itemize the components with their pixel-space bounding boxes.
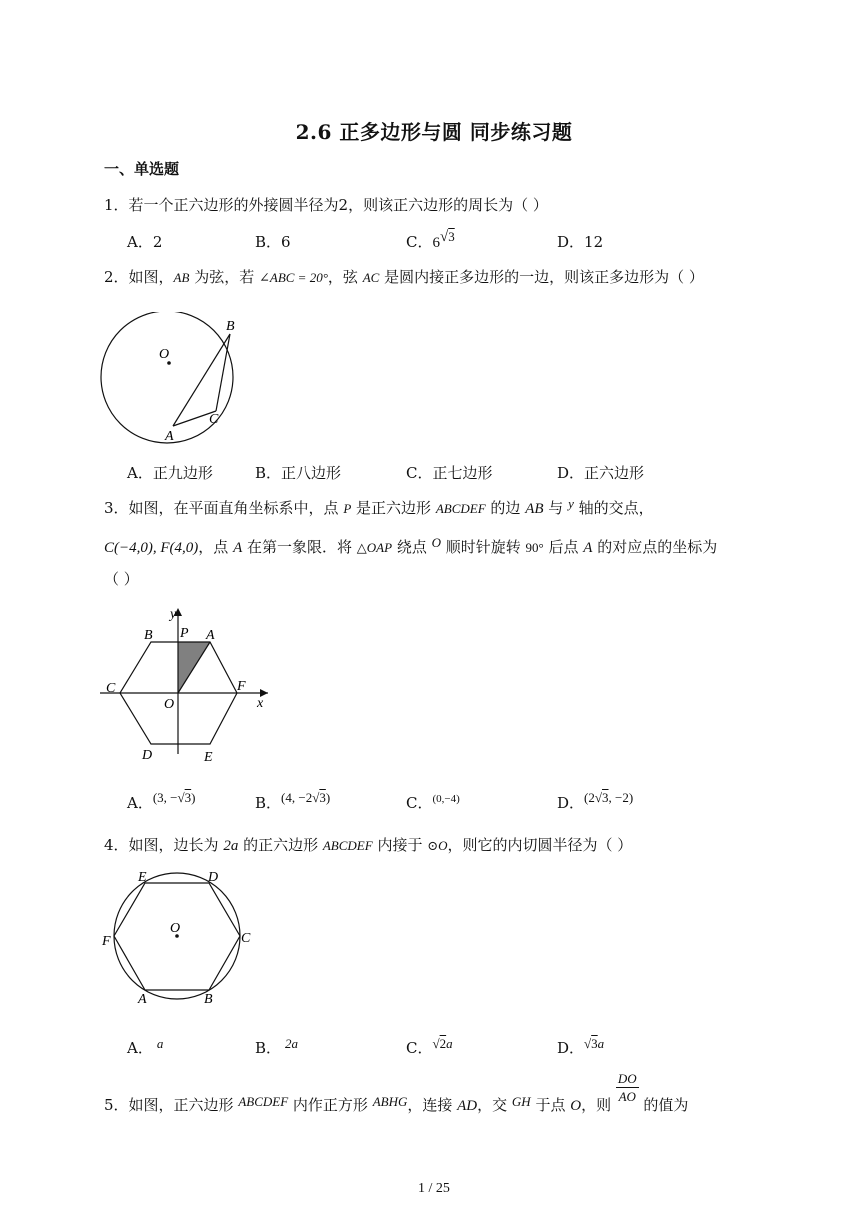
q2-label-b: B bbox=[226, 319, 235, 334]
q3-option-c: C．$^{(0,-4)}$ bbox=[406, 793, 460, 812]
q3-option-b: B．(4, −2√3) bbox=[255, 790, 331, 812]
q3-figure bbox=[100, 604, 275, 769]
question-5-stem: 5．如图，正六边形 ABCDEF 内作正方形 ABHG，连接 AD，交 GH 于点 O，则 $\frac{DO}{AO}$ 的值为 bbox=[104, 1071, 689, 1114]
q1-option-a: A．2 bbox=[127, 233, 163, 251]
question-3-line-1: 3．如图，在平面直角坐标系中，点 P 是正六边形 ABCDEF 的边 AB 与 y 轴的交点， bbox=[104, 496, 654, 517]
q1-option-c-label: C． bbox=[406, 233, 433, 251]
page-number: 1 / 25 bbox=[418, 1181, 450, 1196]
q3-option-a: A．(3, −√3) bbox=[127, 790, 196, 812]
q3-label-x: x bbox=[257, 696, 264, 711]
q2-label-o: O bbox=[159, 347, 170, 362]
q3-label-c: C bbox=[106, 681, 116, 696]
q4-label-c: C bbox=[241, 931, 251, 946]
page-title: 2.6 正多边形与圆 同步练习题 bbox=[295, 120, 573, 144]
q4-label-b: B bbox=[204, 992, 213, 1007]
q2-figure bbox=[95, 312, 255, 447]
q3-label-b: B bbox=[144, 628, 153, 643]
q4-label-o: O bbox=[170, 921, 181, 936]
q3-label-o: O bbox=[164, 697, 175, 712]
q2-option-a: A．正九边形 bbox=[127, 464, 213, 482]
q3-label-f: F bbox=[237, 679, 246, 694]
q3-option-d: D．(2√3, −2) bbox=[557, 790, 634, 812]
q3-label-d: D bbox=[142, 748, 153, 763]
question-3-line-2: C(−4,0), F(4,0)，点 A 在第一象限．将 △OAP 绕点 O 顺时针旋转 90° 后点 A 的对应点的坐标为 bbox=[104, 535, 718, 556]
question-3-line-3: （ ） bbox=[104, 570, 139, 588]
q3-label-p: P bbox=[180, 626, 189, 641]
q1-option-c: C．6√3 bbox=[406, 229, 455, 251]
question-1-stem: 1．若一个正六边形的外接圆半径为2，则该正六边形的周长为（ ） bbox=[104, 196, 548, 214]
question-4-stem: 4．如图，边长为 2a 的正六边形 ABCDEF 内接于 ⊙O，则它的内切圆半径为（ ） bbox=[104, 836, 633, 854]
section-heading: 一、单选题 bbox=[104, 160, 180, 178]
q2-option-b: B．正八边形 bbox=[255, 464, 342, 482]
q4-option-c: C．√2a bbox=[406, 1036, 453, 1057]
q4-label-a: A bbox=[138, 992, 147, 1007]
q1-option-b: B．6 bbox=[255, 233, 291, 251]
q4-option-a: A． a bbox=[127, 1036, 164, 1057]
q4-option-d: D．√3a bbox=[557, 1036, 605, 1057]
q4-label-d: D bbox=[208, 870, 219, 885]
q3-label-y: y bbox=[170, 607, 177, 622]
q1-option-d: D．12 bbox=[557, 233, 604, 251]
q2-option-d: D．正六边形 bbox=[557, 464, 645, 482]
q4-figure bbox=[100, 866, 260, 1010]
question-2-stem: 2．如图，AB 为弦，若 ∠ABC = 20°，弦 AC 是圆内接正多边形的一边，则该正多边形为（ ） bbox=[104, 268, 704, 286]
q2-label-c: C bbox=[209, 412, 219, 427]
q3-label-e: E bbox=[204, 750, 213, 765]
q2-option-c: C．正七边形 bbox=[406, 464, 493, 482]
q4-label-f: F bbox=[102, 934, 111, 949]
q4-option-b: B． 2a bbox=[255, 1036, 299, 1057]
q5-fraction: $\frac{DO}{AO}$ bbox=[617, 1071, 637, 1104]
q2-label-a: A bbox=[165, 429, 174, 444]
q4-label-e: E bbox=[138, 870, 147, 885]
q3-label-a: A bbox=[206, 628, 215, 643]
